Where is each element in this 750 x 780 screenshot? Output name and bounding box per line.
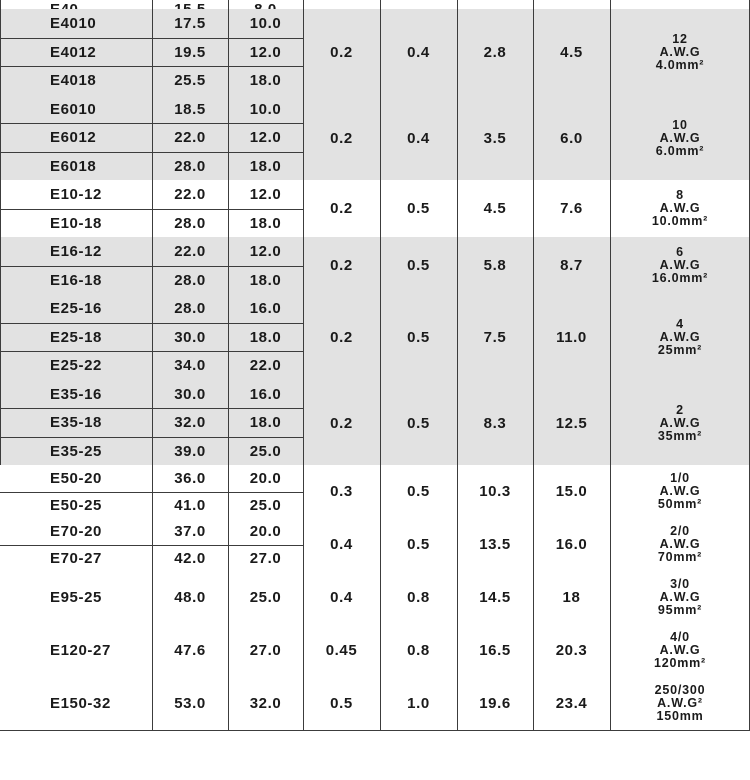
model-cell: E150-32 xyxy=(50,695,111,712)
spec-d-cell: 0.5 xyxy=(407,200,430,217)
awg-area: 16.0mm² xyxy=(651,271,709,285)
dimension-a-cell: 22.0 xyxy=(174,186,206,203)
spec-d-cell: 0.5 xyxy=(407,536,430,553)
dimension-a-cell: 28.0 xyxy=(174,272,206,289)
awg-label: A.W.G xyxy=(659,201,701,215)
dimension-a-cell: 48.0 xyxy=(174,589,206,606)
spec-c-cell: 0.2 xyxy=(330,200,353,217)
awg-gauge: 2 xyxy=(676,402,684,417)
spec-f-cell: 18 xyxy=(562,589,581,606)
model-cell: E4010 xyxy=(50,15,97,32)
awg-label: A.W.G xyxy=(659,484,701,498)
awg-area: 4.0mm² xyxy=(655,57,705,72)
dimension-b-cell: 12.0 xyxy=(249,243,282,260)
spec-f-cell: 6.0 xyxy=(560,129,583,147)
spec-e-cell: 10.3 xyxy=(479,483,511,500)
column-divider xyxy=(533,0,534,730)
spec-e-cell: 5.8 xyxy=(483,257,507,274)
spec-f-cell: 15.0 xyxy=(555,483,588,500)
model-cell: E35-16 xyxy=(50,386,102,403)
awg-label: A.W.G xyxy=(659,44,701,59)
spec-d-cell: 0.4 xyxy=(407,43,430,61)
awg-area: 150mm xyxy=(656,709,704,723)
spec-f-cell: 11.0 xyxy=(556,328,587,346)
spec-f-cell: 12.5 xyxy=(555,414,588,432)
model-cell: E120-27 xyxy=(50,642,111,659)
column-divider xyxy=(457,0,458,730)
dimension-b-cell: 10.0 xyxy=(249,15,282,32)
model-cell: E25-22 xyxy=(50,357,102,374)
dimension-b-cell: 16.0 xyxy=(249,386,282,403)
spec-f-cell: 20.3 xyxy=(555,642,588,659)
model-cell: E10-12 xyxy=(50,186,102,203)
spec-c-cell: 0.2 xyxy=(330,129,353,147)
spec-f-cell: 23.4 xyxy=(555,695,588,712)
awg-area: 50mm² xyxy=(657,497,703,511)
dimension-a-cell: 39.0 xyxy=(174,443,206,460)
awg-gauge: 1/0 xyxy=(670,471,690,485)
awg-gauge: 3/0 xyxy=(670,577,690,591)
spec-e-cell: 19.6 xyxy=(479,695,511,712)
dimension-a-cell: 37.0 xyxy=(174,523,206,540)
awg-gauge: 250/300 xyxy=(654,683,706,697)
row-divider xyxy=(0,730,750,731)
dimension-a-cell: 30.0 xyxy=(174,329,206,346)
model-cell: E25-18 xyxy=(50,329,102,346)
spec-e-cell: 16.5 xyxy=(479,642,511,659)
dimension-b-cell: 10.0 xyxy=(249,101,282,118)
awg-gauge: 4 xyxy=(676,316,684,331)
dimension-b-cell: 25.0 xyxy=(249,589,282,606)
dimension-b-cell: 22.0 xyxy=(249,357,282,374)
dimension-b-cell: 18.0 xyxy=(249,72,282,89)
spec-d-cell: 0.5 xyxy=(407,414,430,432)
model-cell: E10-18 xyxy=(50,215,102,232)
column-divider xyxy=(380,0,381,730)
dimension-a-cell: 22.0 xyxy=(174,243,206,260)
spec-d-cell: 0.5 xyxy=(407,483,430,500)
spec-e-cell: 2.8 xyxy=(483,43,507,61)
model-cell: E6012 xyxy=(50,129,97,146)
awg-size-cell xyxy=(610,624,750,677)
dimension-b-cell: 18.0 xyxy=(249,215,282,232)
awg-label: A.W.G xyxy=(659,643,701,657)
spec-c-cell: 0.2 xyxy=(330,414,353,432)
dimension-a-cell: 36.0 xyxy=(174,470,206,487)
spec-c-cell: 0.4 xyxy=(330,589,353,606)
dimension-b-cell: 25.0 xyxy=(249,497,282,514)
column-divider xyxy=(152,0,153,730)
model-cell: E4018 xyxy=(50,72,97,89)
awg-label: A.W.G² xyxy=(657,696,703,710)
model-cell: E6010 xyxy=(50,101,97,118)
awg-label: A.W.G xyxy=(659,130,701,145)
awg-size-cell xyxy=(610,465,750,518)
model-cell: E70-20 xyxy=(50,523,102,540)
dimension-b-cell: 18.0 xyxy=(249,414,282,431)
spec-c-cell: 0.4 xyxy=(330,536,353,553)
awg-label: A.W.G xyxy=(659,258,701,272)
dimension-b-cell: 12.0 xyxy=(249,186,282,203)
dimension-a-cell: 28.0 xyxy=(174,300,206,317)
awg-gauge: 4/0 xyxy=(670,630,690,644)
model-cell: E95-25 xyxy=(50,589,102,606)
awg-gauge: 8 xyxy=(676,188,684,202)
awg-area: 10.0mm² xyxy=(651,214,709,228)
dimension-b-cell: 32.0 xyxy=(249,695,282,712)
column-divider xyxy=(610,0,611,730)
spec-f-cell: 16.0 xyxy=(555,536,588,553)
awg-area: 70mm² xyxy=(657,550,703,564)
awg-size-cell xyxy=(610,237,750,294)
dimension-b-cell: 16.0 xyxy=(249,300,282,317)
dimension-b-cell: 18.0 xyxy=(249,329,282,346)
awg-area: 35mm² xyxy=(657,428,703,443)
spec-e-cell: 8.3 xyxy=(483,414,507,432)
spec-e-cell: 3.5 xyxy=(483,129,507,147)
model-cell: E50-25 xyxy=(50,497,102,514)
awg-area: 95mm² xyxy=(657,603,703,617)
spec-c-cell: 0.2 xyxy=(330,328,353,346)
awg-area: 6.0mm² xyxy=(655,143,705,158)
dimension-b-cell: 27.0 xyxy=(249,642,282,659)
awg-size-cell xyxy=(610,95,750,181)
awg-label: A.W.G xyxy=(659,415,701,430)
dimension-a-cell: 47.6 xyxy=(174,642,206,659)
awg-gauge: 6 xyxy=(676,245,684,259)
dimension-b-cell: 27.0 xyxy=(249,550,282,567)
dimension-a-cell: 34.0 xyxy=(174,357,206,374)
awg-size-cell xyxy=(610,518,750,571)
spec-c-cell: 0.45 xyxy=(325,642,358,659)
spec-e-cell: 13.5 xyxy=(479,536,511,553)
model-cell: E16-12 xyxy=(50,243,102,260)
spec-f-cell: 7.6 xyxy=(560,200,583,217)
awg-size-cell xyxy=(610,380,750,466)
dimension-a-cell: 28.0 xyxy=(174,215,206,232)
dimension-a-cell: 42.0 xyxy=(174,550,206,567)
spec-d-cell: 0.8 xyxy=(407,589,430,606)
awg-gauge: 12 xyxy=(672,31,688,46)
model-cell: E4012 xyxy=(50,44,97,61)
dimension-a-cell: 53.0 xyxy=(174,695,206,712)
dimension-a-cell: 41.0 xyxy=(174,497,206,514)
dimension-b-cell: 18.0 xyxy=(249,158,282,175)
spec-d-cell: 0.4 xyxy=(407,129,430,147)
column-divider xyxy=(228,0,229,730)
spec-f-cell: 4.5 xyxy=(560,43,583,61)
spec-c-cell: 0.5 xyxy=(330,695,353,712)
spec-c-cell: 0.3 xyxy=(330,483,353,500)
model-cell: E70-27 xyxy=(50,550,102,567)
dimension-a-cell: 30.0 xyxy=(174,386,206,403)
spec-e-cell: 4.5 xyxy=(483,200,507,217)
model-cell: E35-25 xyxy=(50,443,102,460)
spec-e-cell: 7.5 xyxy=(483,328,507,346)
model-cell: E35-18 xyxy=(50,414,102,431)
dimension-b-cell: 12.0 xyxy=(249,44,282,61)
awg-size-cell xyxy=(610,677,750,730)
awg-size-cell xyxy=(610,571,750,624)
model-cell: E25-16 xyxy=(50,300,102,317)
spec-d-cell: 0.5 xyxy=(407,257,430,274)
dimension-a-cell: 25.5 xyxy=(174,72,206,89)
dimension-b-cell: 20.0 xyxy=(249,523,282,540)
dimension-b-cell: 25.0 xyxy=(249,443,282,460)
dimension-a-cell: 22.0 xyxy=(174,129,206,146)
spec-c-cell: 0.2 xyxy=(330,257,353,274)
model-cell: E50-20 xyxy=(50,470,102,487)
spec-d-cell: 0.5 xyxy=(407,328,430,346)
spec-d-cell: 0.8 xyxy=(407,642,430,659)
spec-f-cell: 8.7 xyxy=(560,257,583,274)
column-divider xyxy=(303,0,304,730)
awg-size-cell xyxy=(610,180,750,237)
dimension-a-cell: 19.5 xyxy=(174,44,206,61)
dimension-a-cell: 17.5 xyxy=(174,15,206,32)
column-divider xyxy=(0,0,1,465)
awg-label: A.W.G xyxy=(659,537,701,551)
awg-size-cell xyxy=(610,294,750,380)
awg-label: A.W.G xyxy=(659,329,701,344)
dimension-a-cell: 18.5 xyxy=(174,101,206,118)
awg-label: A.W.G xyxy=(659,590,701,604)
awg-size-cell xyxy=(610,9,750,95)
awg-gauge: 2/0 xyxy=(670,524,690,538)
dimension-b-cell: 12.0 xyxy=(249,129,282,146)
dimension-b-cell: 18.0 xyxy=(249,272,282,289)
spec-c-cell: 0.2 xyxy=(330,43,353,61)
model-cell: E6018 xyxy=(50,158,97,175)
dimension-a-cell: 28.0 xyxy=(174,158,206,175)
dimension-a-cell: 32.0 xyxy=(174,414,206,431)
awg-area: 120mm² xyxy=(653,656,707,670)
awg-gauge: 10 xyxy=(672,117,688,132)
spec-d-cell: 1.0 xyxy=(407,695,430,712)
dimension-b-cell: 20.0 xyxy=(249,470,282,487)
awg-area: 25mm² xyxy=(657,342,703,357)
spec-e-cell: 14.5 xyxy=(479,589,511,606)
model-cell: E16-18 xyxy=(50,272,102,289)
